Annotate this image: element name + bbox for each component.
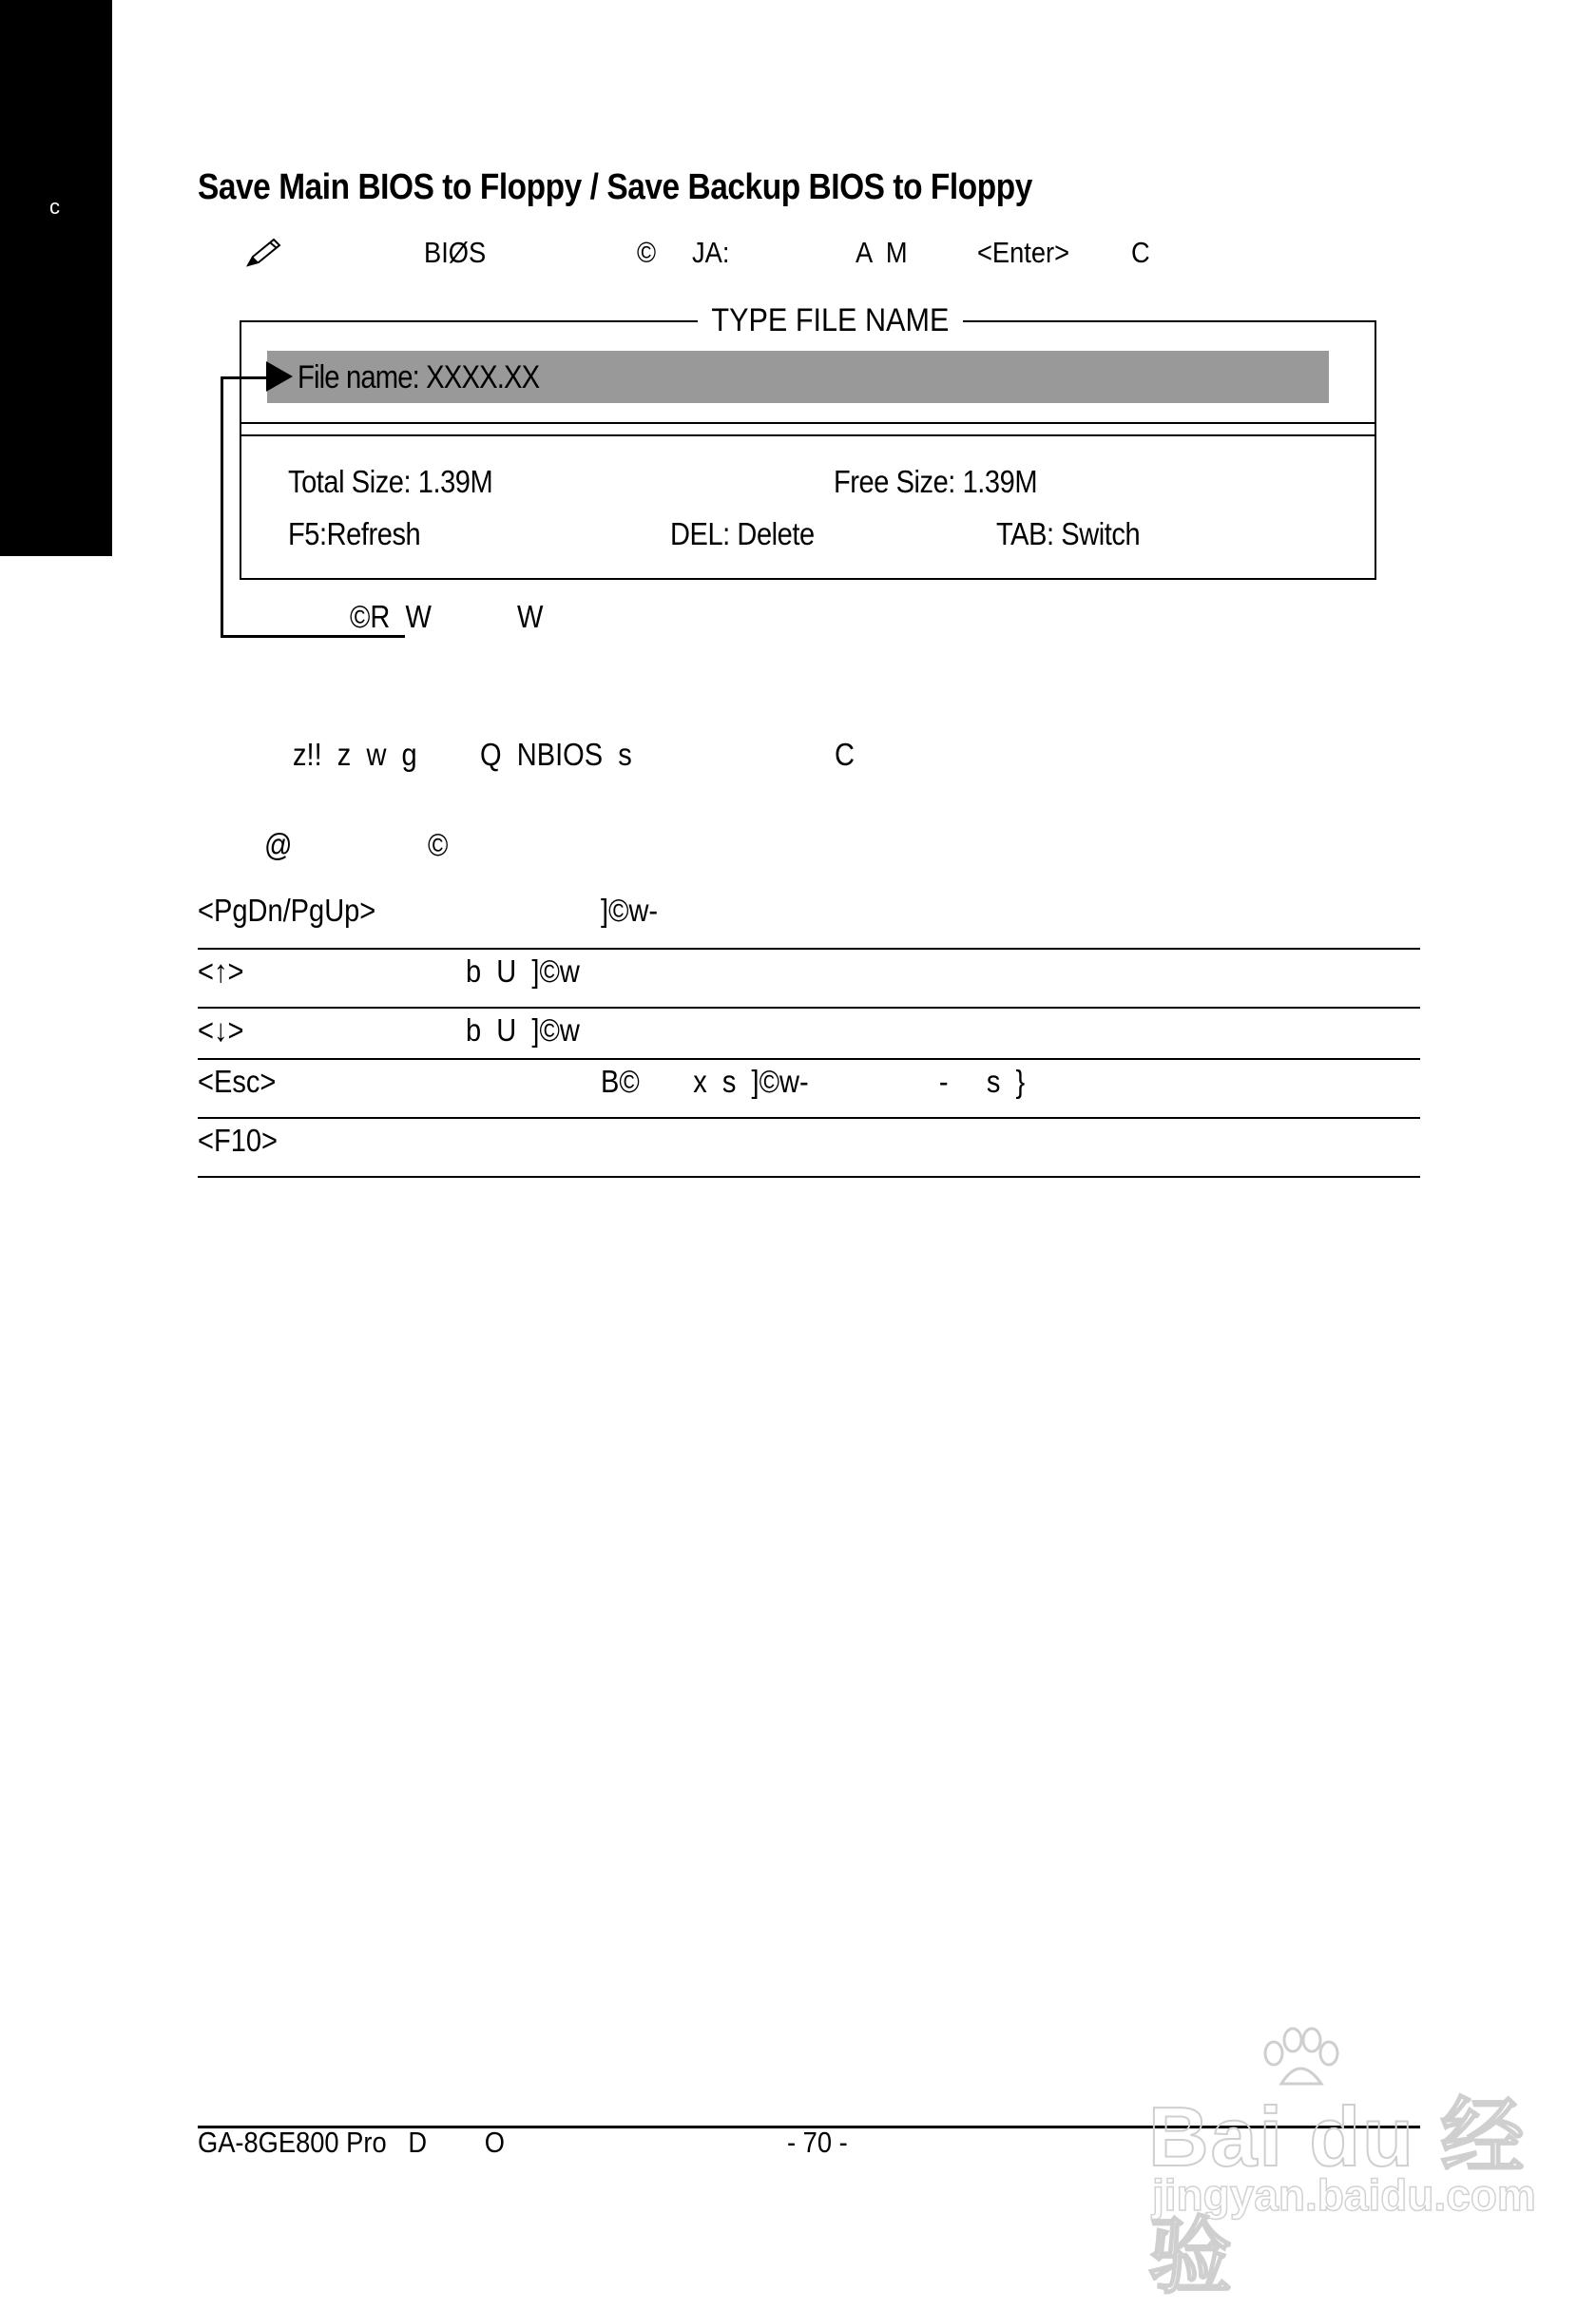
- table-row: [198, 950, 1420, 1009]
- table-row: [198, 889, 1420, 950]
- key-description: B© x s ]©w- - s }: [601, 1064, 1026, 1099]
- pointer-arrow-icon: [266, 361, 293, 392]
- pencil-icon: [245, 238, 283, 268]
- key-label: <↑>: [198, 953, 244, 989]
- key-description: ]©w-: [601, 893, 659, 928]
- footer-page-number: - 70 -: [787, 2126, 848, 2159]
- callout-line-top: [221, 376, 270, 379]
- footer-model: GA-8GE800 Pro D O: [198, 2126, 505, 2159]
- key-table: [198, 889, 1420, 1178]
- intro-text-copyright: ©: [637, 236, 657, 269]
- paragraph1-part2: Q NBIOS s: [480, 737, 632, 772]
- refresh-key-hint: F5:Refresh: [288, 516, 421, 551]
- paragraph2-part1: @: [264, 827, 293, 862]
- dialog-divider-top: [240, 422, 1376, 424]
- intro-text-am: A M: [856, 236, 908, 269]
- intro-text-enter-key: <Enter>: [977, 236, 1070, 269]
- intro-text-c: C: [1131, 236, 1150, 269]
- switch-key-hint: TAB: Switch: [996, 516, 1141, 551]
- key-label: <Esc>: [198, 1064, 277, 1099]
- paragraph2-part2: ©: [428, 827, 449, 862]
- section-heading: Save Main BIOS to Floppy / Save Backup BIOS to Floppy: [198, 167, 1032, 207]
- intro-text-ja: JA:: [692, 236, 730, 269]
- free-size-text: Free Size: 1.39M: [834, 464, 1038, 499]
- key-description: b U ]©w: [466, 953, 580, 989]
- watermark-logo: Bai du 经验: [1148, 2089, 1527, 2303]
- delete-key-hint: DEL: Delete: [670, 516, 815, 551]
- chapter-tab-letter: c: [49, 195, 60, 219]
- intro-text-bios: BIØS: [424, 236, 487, 269]
- key-label: <F10>: [198, 1123, 278, 1158]
- callout-note-1: ©R W: [350, 599, 432, 634]
- file-name-label: File name: XXXX.XX: [298, 359, 540, 395]
- table-row: [198, 1009, 1420, 1060]
- callout-line-vertical: [221, 376, 223, 637]
- callout-note-2: W: [517, 599, 544, 634]
- paragraph1-part3: C: [835, 737, 855, 772]
- key-label: <PgDn/PgUp>: [198, 893, 376, 928]
- dialog-title: TYPE FILE NAME: [698, 302, 963, 339]
- total-size-text: Total Size: 1.39M: [288, 464, 493, 499]
- key-label: <↓>: [198, 1012, 244, 1048]
- table-row: [198, 1060, 1420, 1119]
- callout-line-bottom: [221, 635, 405, 638]
- key-description: b U ]©w: [466, 1012, 580, 1048]
- dialog-divider-bottom: [240, 434, 1376, 436]
- paragraph1-part1: z!! z w g: [293, 737, 417, 772]
- table-row: [198, 1119, 1420, 1178]
- chapter-tab: [0, 0, 112, 556]
- watermark-url: jingyan.baidu.com: [1152, 2170, 1536, 2220]
